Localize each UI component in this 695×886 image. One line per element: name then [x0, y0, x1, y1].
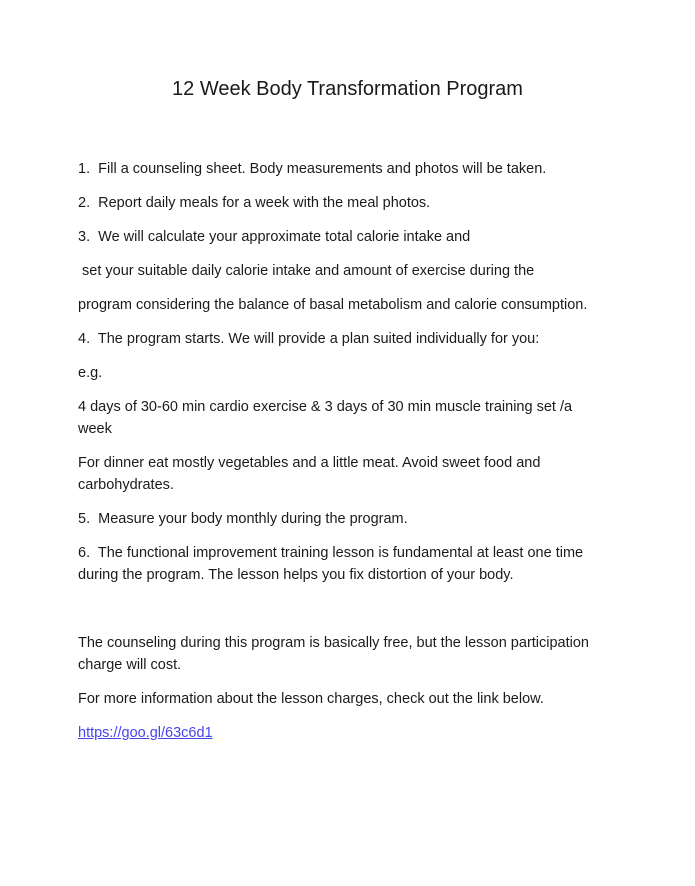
- list-item-2: [78, 192, 625, 214]
- document-title: 12 Week Body Transformation Program: [172, 78, 523, 100]
- example-exercise-plan: [78, 396, 625, 440]
- text-line: For more information about the lesson charges, check out the link below.: [78, 691, 544, 707]
- text-line: 4. The program starts. We will provide a plan suited individually for you:: [78, 331, 540, 347]
- blank-line: [78, 598, 625, 632]
- text-line: 5. Measure your body monthly during the program.: [78, 511, 408, 527]
- list-item-6: [78, 542, 625, 586]
- more-info-note: [78, 688, 625, 710]
- text-line: charge will cost.: [78, 657, 182, 673]
- text-line: 4 days of 30-60 min cardio exercise & 3 days of 30 min muscle training set /a: [78, 399, 573, 415]
- list-item-1: [78, 158, 625, 180]
- document-body: [0, 102, 695, 744]
- text-line: during the program. The lesson helps you fix distortion of your body.: [78, 567, 514, 583]
- list-item-3-continuation-1: [78, 260, 625, 282]
- text-line: 3. We will calculate your approximate total calorie intake and: [78, 229, 471, 245]
- list-item-3-continuation-2: [78, 294, 625, 316]
- text-line: week: [78, 421, 112, 437]
- link-paragraph: [78, 722, 625, 744]
- counseling-note: [78, 632, 625, 676]
- list-item-4: [78, 328, 625, 350]
- text-line: program considering the balance of basal metabolism and calorie consumption.: [78, 297, 588, 313]
- text-line: e.g.: [78, 365, 103, 381]
- text-line: 1. Fill a counseling sheet. Body measurements and photos will be taken.: [78, 161, 547, 177]
- text-line: For dinner eat mostly vegetables and a little meat. Avoid sweet food and: [78, 455, 541, 471]
- example-diet-advice: [78, 452, 625, 496]
- text-line: set your suitable daily calorie intake and amount of exercise during the: [78, 263, 535, 279]
- text-line: 6. The functional improvement training lesson is fundamental at least one time: [78, 545, 584, 561]
- hyperlink-goo-gl[interactable]: https://goo.gl/63c6d1: [78, 725, 213, 741]
- list-item-3: [78, 226, 625, 248]
- text-line: 2. Report daily meals for a week with the meal photos.: [78, 195, 431, 211]
- list-item-5: [78, 508, 625, 530]
- example-label: [78, 362, 625, 384]
- text-line: The counseling during this program is basically free, but the lesson participation: [78, 635, 589, 651]
- text-line: carbohydrates.: [78, 477, 174, 493]
